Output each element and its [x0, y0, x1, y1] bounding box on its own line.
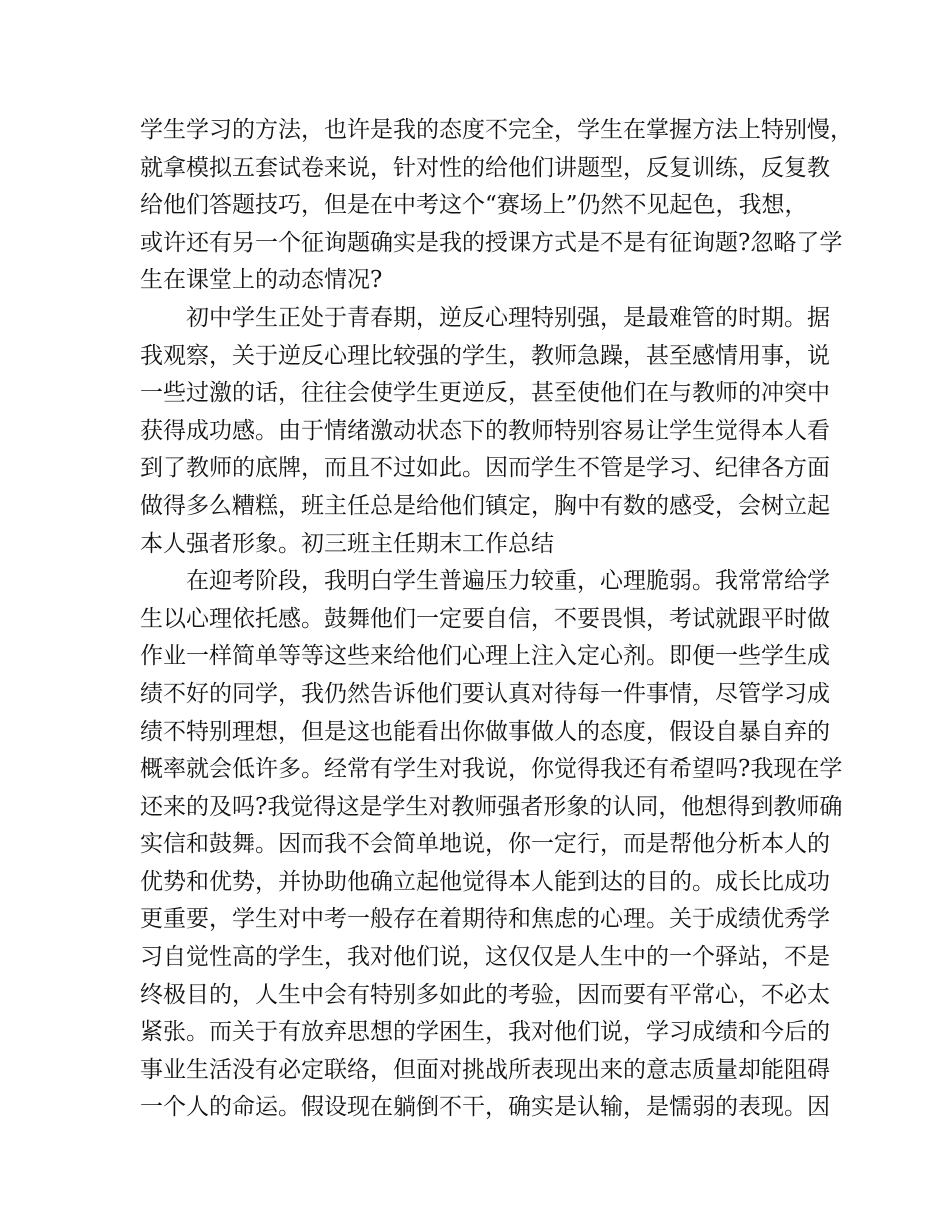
text-line: 生以心理依托感。鼓舞他们一定要自信，不要畏惧，考试就跟平时做: [140, 605, 830, 632]
text-line: 做得多么糟糕，班主任总是给他们镇定，胸中有数的感受，会树立起: [140, 492, 830, 519]
paragraph-first-line: 在迎考阶段，我明白学生普遍压力较重，心理脆弱。我常常给学: [186, 568, 830, 595]
text-line: 学生学习的方法，也许是我的态度不完全，学生在掌握方法上特别慢，: [140, 117, 853, 143]
text-line: 还来的及吗?我觉得这是学生对教师强者形象的认同，他想得到教师确: [140, 793, 843, 820]
text-line: 习自觉性高的学生，我对他们说，这仅仅是人生中的一个驿站，不是: [140, 944, 830, 971]
text-line: 到了教师的底牌，而且不过如此。因而学生不管是学习、纪律各方面: [140, 455, 830, 482]
text-line: 紧张。而关于有放弃思想的学困生，我对他们说，学习成绩和今后的: [140, 1019, 830, 1046]
text-line: 我观察，关于逆反心理比较强的学生，教师急躁，甚至感情用事，说: [140, 342, 830, 369]
text-line: 终极目的，人生中会有特别多如此的考验，因而要有平常心，不必太: [140, 981, 830, 1008]
text-line: 作业一样简单等等这些来给他们心理上注入定心剂。即便一些学生成: [140, 643, 830, 670]
text-line: 一些过激的话，往往会使学生更逆反，甚至使他们在与教师的冲突中: [140, 380, 830, 407]
text-line: 事业生活没有必定联络，但面对挑战所表现出来的意志质量却能阻碍: [140, 1056, 830, 1083]
paragraph-first-line: 初中学生正处于青春期，逆反心理特别强，是最难管的时期。据: [186, 304, 830, 331]
text-line: 优势和优势，并协助他确立起他觉得本人能到达的目的。成长比成功: [140, 868, 830, 895]
text-line: 给他们答题技巧，但是在中考这个“赛场上”仍然不见起色，我想，: [140, 192, 808, 219]
text-line: 概率就会低许多。经常有学生对我说，你觉得我还有希望吗?我现在学: [140, 756, 843, 783]
text-line: 就拿模拟五套试卷来说，针对性的给他们讲题型，反复训练，反复教: [140, 154, 830, 181]
text-line: 实信和鼓舞。因而我不会简单地说，你一定行，而是帮他分析本人的: [140, 831, 830, 858]
text-line: 绩不好的同学，我仍然告诉他们要认真对待每一件事情，尽管学习成: [140, 680, 830, 707]
text-line: 生在课堂上的动态情况?: [140, 267, 383, 294]
text-line: 更重要，学生对中考一般存在着期待和焦虑的心理。关于成绩优秀学: [140, 906, 830, 933]
text-line: 获得成功感。由于情绪激动状态下的教师特别容易让学生觉得本人看: [140, 417, 830, 444]
body-text: [140, 112, 853, 1127]
text-line: 绩不特别理想，但是这也能看出你做事做人的态度，假设自暴自弃的: [140, 718, 830, 745]
text-line: 或许还有另一个征询题确实是我的授课方式是不是有征询题?忽略了学: [140, 229, 843, 256]
text-line: 本人强者形象。初三班主任期末工作总结: [140, 530, 554, 557]
text-line: 一个人的命运。假设现在躺倒不干，确实是认输，是懦弱的表现。因: [140, 1094, 830, 1121]
